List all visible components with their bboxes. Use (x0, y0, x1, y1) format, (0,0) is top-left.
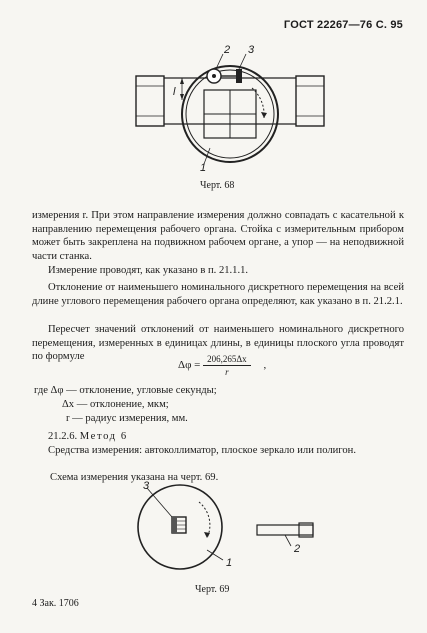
page-header: ГОСТ 22267—76 С. 95 (283, 19, 403, 31)
fig68-label-l: l (173, 86, 176, 98)
figure-68-drawing (130, 40, 330, 175)
where-line-2: Δx — отклонение, мкм; (62, 399, 169, 410)
fig68-label-3: 3 (248, 44, 255, 56)
fig69-label-1: 1 (226, 557, 233, 569)
where-line-3: r — радиус измерения, мм. (66, 413, 188, 424)
fig69-caption: Черт. 69 (195, 584, 230, 595)
paragraph-1: измерения r. При этом направление измерения должно совпадать с касательной к направлению перемещения рабочего органа. Стойка с измерительным прибором может быть закреплена на подвижном рабочем органе, а упор — на неподвижной части станка. (32, 210, 404, 262)
formula (178, 354, 266, 377)
formula-end: , (263, 359, 267, 372)
fig68-label-2: 2 (224, 44, 231, 56)
autocollimator (257, 525, 313, 535)
scheme-paragraph: Схема измерения указана на черт. 69. (50, 472, 219, 483)
method-heading (48, 430, 128, 444)
fig69-label-2: 2 (294, 543, 301, 555)
fig68-caption: Черт. 68 (200, 180, 235, 191)
page-footer: 4 Зак. 1706 (32, 598, 79, 609)
figure-69-drawing (125, 480, 345, 580)
method-number: 21.2.6. (48, 431, 78, 442)
formula-denominator: r (225, 367, 229, 377)
formula-fraction (203, 354, 251, 377)
fig69-label-3: 3 (143, 480, 150, 492)
stop-block (236, 69, 242, 83)
where-line-1: где Δφ — отклонение, угловые секунды; (34, 385, 217, 396)
formula-numerator: 206,265Δx (203, 354, 251, 366)
tools-paragraph: Средства измерения: автоколлиматор, плоское зеркало или полигон. (48, 445, 356, 456)
fig68-label-1: 1 (200, 162, 207, 174)
paragraph-2: Измерение проводят, как указано в п. 21.1.1. (48, 265, 249, 276)
left-housing (136, 76, 164, 126)
right-housing (296, 76, 324, 126)
paragraph-3: Отклонение от наименьшего номинального дискретного перемещения на всей длине углового перемещения рабочего органа определяют, как указано в п. 21.2.1. (32, 282, 404, 307)
method-title: Метод 6 (79, 431, 128, 442)
formula-lhs: Δφ = (178, 359, 201, 372)
paragraph-4: Пересчет значений отклонений от наименьшего номинального дискретного перемещения, измеренных в единицах длины, в единицы плоского угла проводят по формуле (32, 324, 404, 363)
